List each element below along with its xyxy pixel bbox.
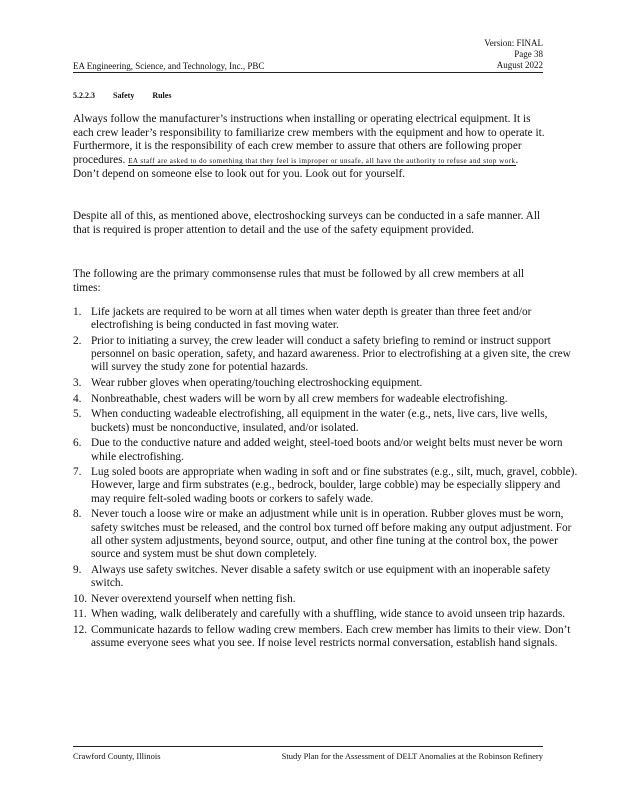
- list-item-number: 6.: [73, 437, 82, 450]
- list-item-text: Life jackets are required to be worn at all times when water depth is greater than three feet and/or electrofishing is being conducted in fast moving water.: [91, 306, 532, 332]
- list-item: [73, 593, 581, 606]
- paragraph-2-text: Despite all of this, as mentioned above, electroshocking surveys can be conducted in a safe manner. All that is required is proper attention to detail and the use of the safety equipment provided.: [73, 210, 541, 236]
- list-item: [73, 377, 581, 390]
- list-item-text: Never overextend yourself when netting fish.: [91, 592, 296, 605]
- list-item-text: Nonbreathable, chest waders will be worn by all crew members for wadeable electrofishing.: [91, 392, 508, 405]
- paragraph-3-text: The following are the primary commonsense rules that must be followed by all crew members at all times:: [73, 268, 525, 294]
- header-date: August 2022: [496, 60, 543, 70]
- list-item-text: Always use safety switches. Never disable a safety switch or use equipment with an inoperable safety switch.: [91, 563, 551, 589]
- list-item-number: 4.: [73, 392, 82, 405]
- list-item: [73, 335, 581, 375]
- list-item: [73, 408, 581, 434]
- list-item-number: 5.: [73, 408, 82, 421]
- list-item-text: Prior to initiating a survey, the crew leader will conduct a safety briefing to remind or instruct support personnel on basic operation, safety, and hazard awareness. Prior to electrofishing at a given site, the crew will survey the study zone for potential hazards.: [91, 334, 571, 374]
- paragraph-rules-intro: [73, 268, 545, 295]
- list-item-text: Never touch a loose wire or make an adjustment while unit is in operation. Rubber gloves must be worn, safety switches must be released, and the control box turned off before making any output adjustment. For all other system adjustments, beyond source, output, and other fine tuning at the control box, the power source and system must be shut down completely.: [91, 508, 572, 560]
- list-item-text: Wear rubber gloves when operating/touching electroshocking equipment.: [91, 377, 423, 390]
- footer-divider: [73, 746, 543, 747]
- list-item-number: 8.: [73, 508, 82, 521]
- list-item-text: Communicate hazards to fellow wading crew members. Each crew member has limits to their view. Don’t assume everyone sees what you see. If noise level restricts normal conversation, establish hand signals.: [91, 623, 571, 650]
- safety-rules-list: [73, 306, 581, 653]
- list-item: [73, 306, 581, 332]
- list-item-number: 9.: [73, 563, 82, 576]
- list-item-number: 11.: [73, 608, 87, 621]
- list-item-number: 1.: [73, 306, 82, 318]
- list-item-text: When conducting wadeable electrofishing, all equipment in the water (e.g., nets, live cars, live wells, buckets) must be nonconductive, insulated, and/or isolated.: [91, 408, 548, 434]
- section-number: 5.2.2.3: [73, 91, 95, 100]
- list-item: [73, 437, 581, 463]
- footer-document-title: Study Plan for the Assessment of DELT Anomalies at the Robinson Refinery: [281, 751, 543, 761]
- stop-work-authority-text: EA staff are asked to do something that they feel is improper or unsafe, all have the authority to refuse and stop work: [128, 156, 516, 165]
- list-item: [73, 508, 581, 561]
- section-title-rules: Rules: [152, 91, 172, 100]
- list-item: [73, 608, 581, 621]
- list-item-text: Due to the conductive nature and added weight, steel-toed boots and/or weight belts must never be worn while electrofishing.: [91, 437, 563, 463]
- list-item-text: Lug soled boots are appropriate when wading in soft and or fine substrates (e.g., silt, much, gravel, cobble). However, large and firm substrates (e.g., bedrock, boulder, large cobble) may be especially slippery and may require felt-soled wading boots or corkers to safely wade.: [91, 466, 578, 505]
- list-item-number: 3.: [73, 377, 82, 390]
- paragraph-1-end: . Don’t depend on someone else to look out for you. Look out for yourself.: [73, 153, 519, 180]
- section-heading: [73, 91, 187, 100]
- header-version-block: [484, 38, 543, 71]
- list-item: [73, 624, 581, 650]
- paragraph-safe-manner: [73, 210, 545, 237]
- list-item: [73, 466, 581, 506]
- section-title-safety: Safety: [113, 91, 135, 100]
- header-page-number: Page 38: [514, 49, 543, 59]
- header-company: EA Engineering, Science, and Technology, Inc., PBC: [73, 61, 265, 71]
- paragraph-1-start: Always follow the manufacturer’s instructions when installing or operating electrical equipment. It is each crew leader’s responsibility to familiarize crew members with the equipment and how to operate it. Furthermore, it is the responsibility of each crew member to assure that others are following proper procedures.: [73, 113, 545, 166]
- footer-location: Crawford County, Illinois: [73, 751, 161, 761]
- header-divider: [73, 72, 543, 73]
- list-item: [73, 564, 581, 590]
- list-item-number: 12.: [73, 623, 88, 636]
- list-item-number: 2.: [73, 334, 82, 347]
- list-item: [73, 393, 581, 406]
- header-version: Version: FINAL: [484, 38, 543, 48]
- list-item-number: 10.: [73, 592, 88, 605]
- list-item-text: When wading, walk deliberately and carefully with a shuffling, wide stance to avoid unseen trip hazards.: [91, 608, 566, 621]
- list-item-number: 7.: [73, 466, 82, 479]
- paragraph-responsibility: [73, 113, 545, 182]
